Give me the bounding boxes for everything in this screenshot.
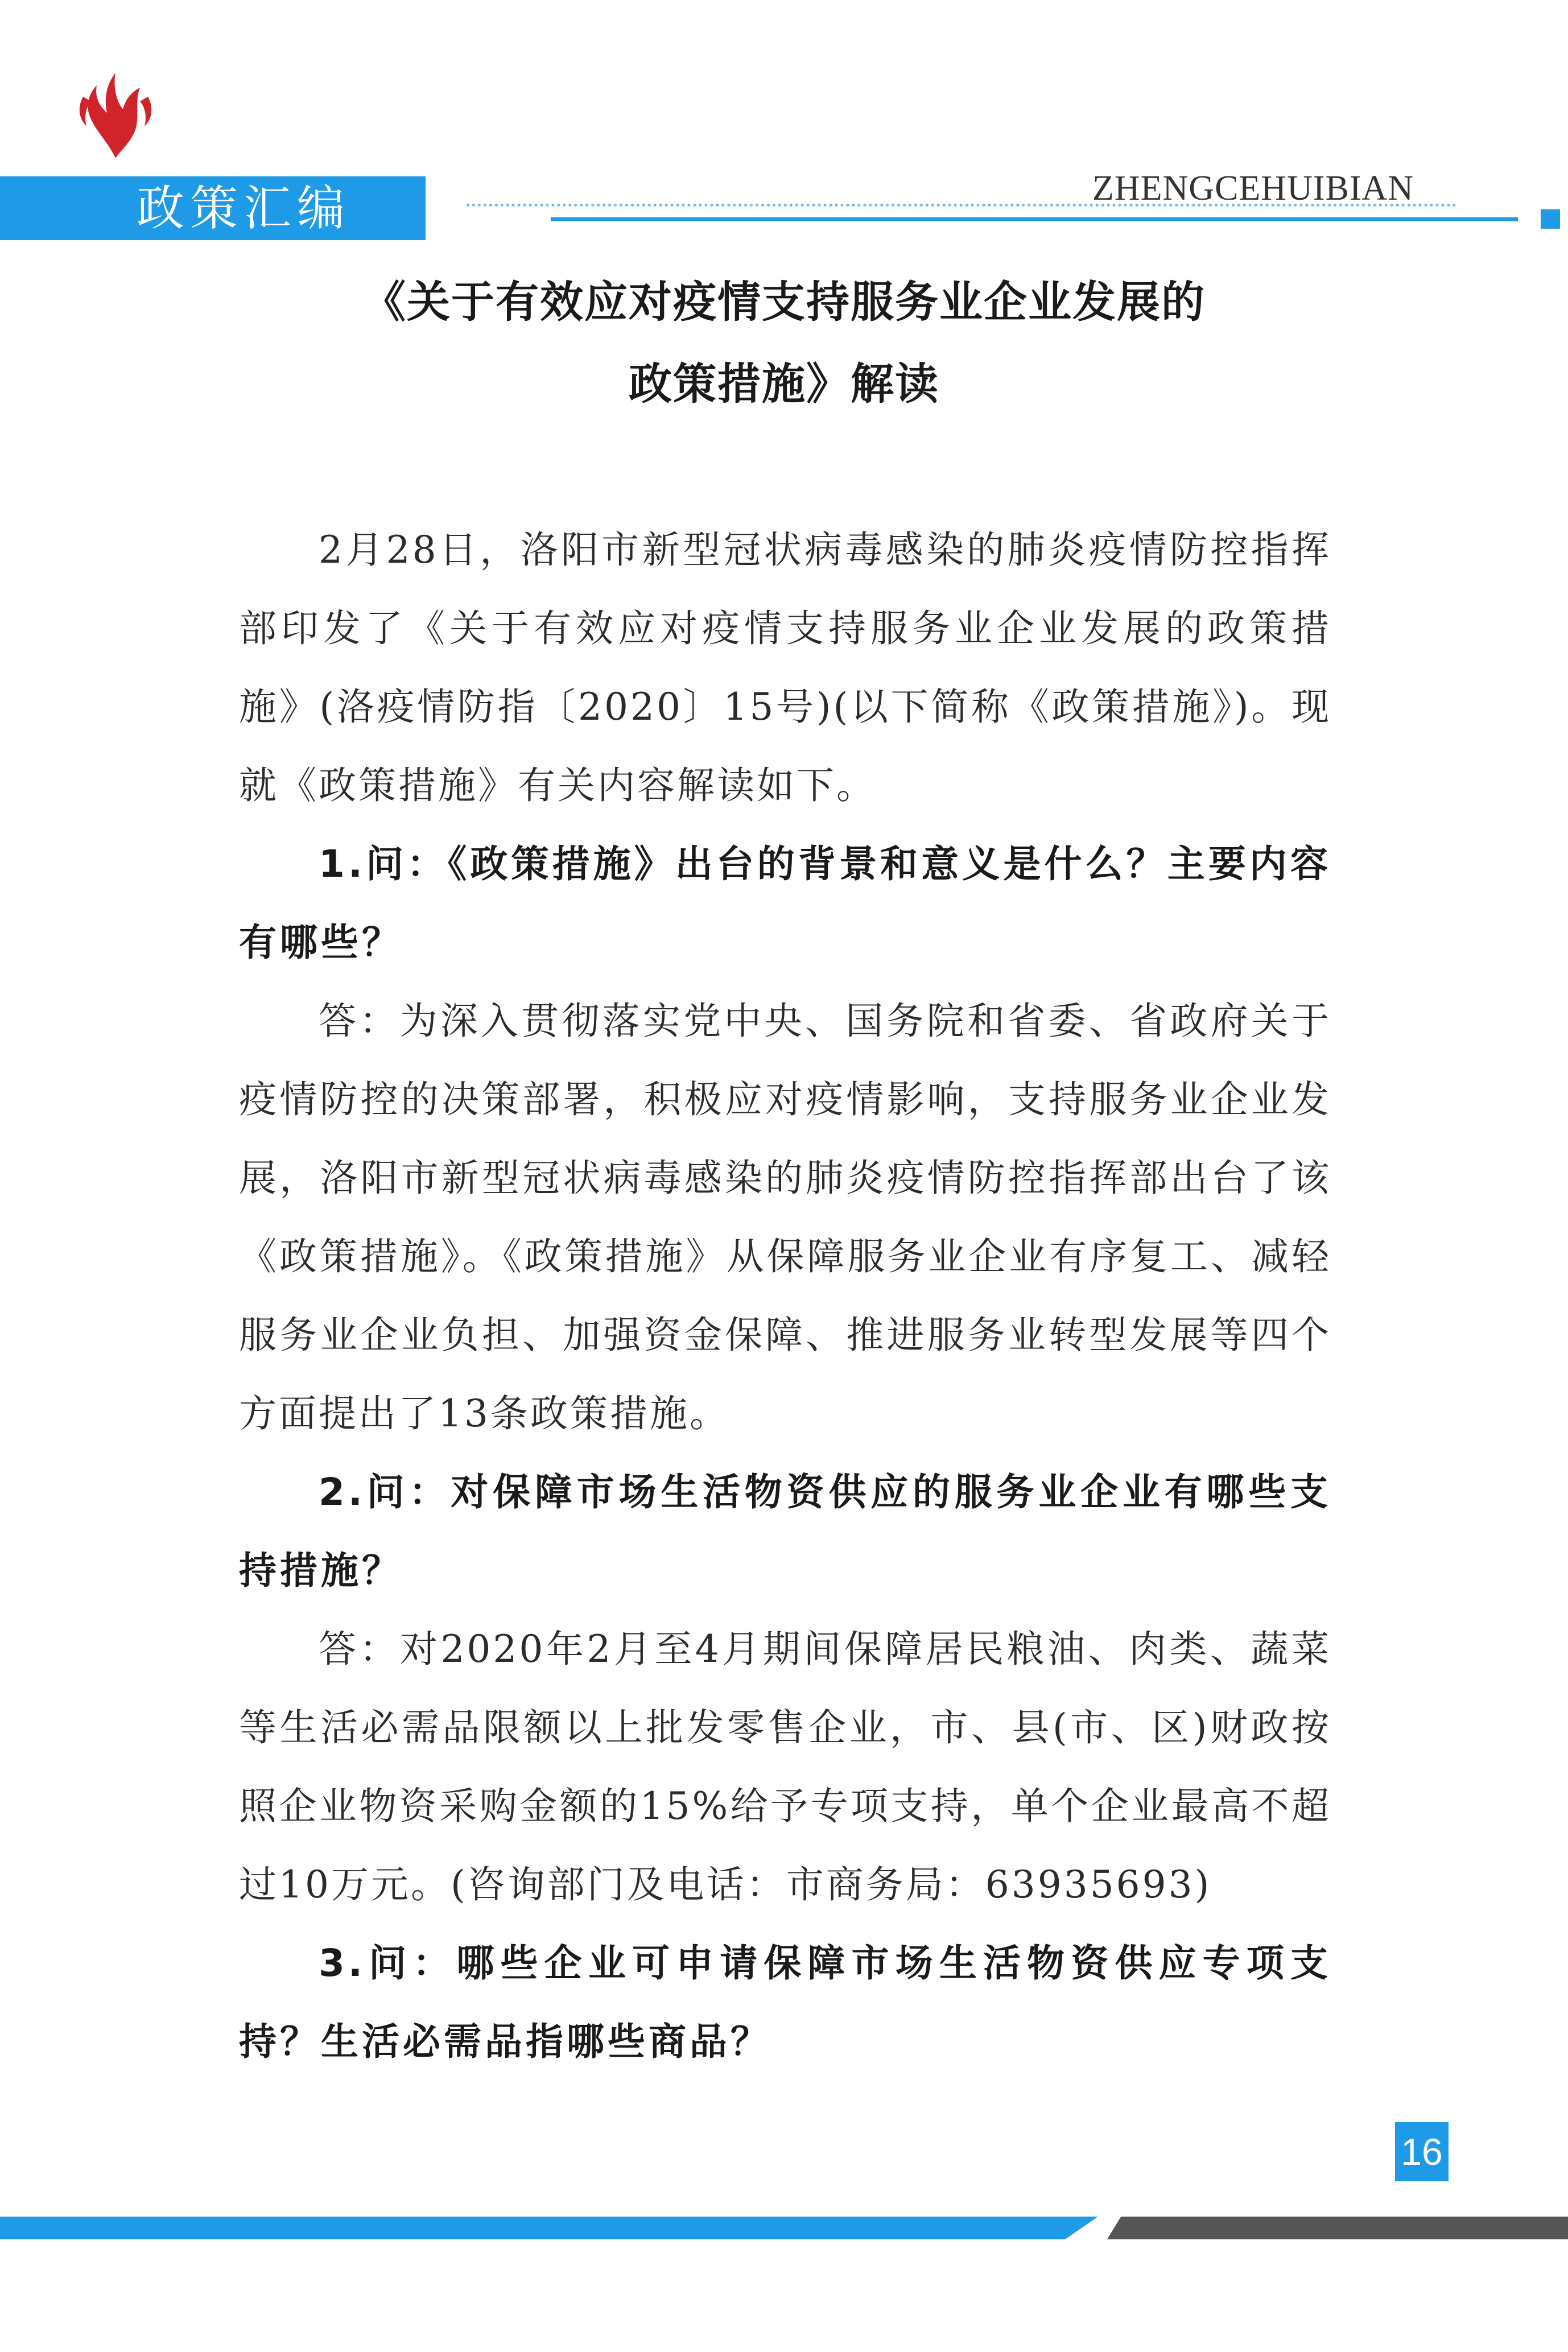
document-title-line-2: 政策措施》解读 [629, 358, 939, 409]
header-square-marker [1541, 209, 1560, 229]
intro-paragraph: 2月28日，洛阳市新型冠状病毒感染的肺炎疫情防控指挥部印发了《关于有效应对疫情支持服务业企业发展的政策措施》(洛疫情防指〔2020〕15号)(以下简称《政策措施》)。现就《政策措施》有关内容解读如下。 [239, 528, 1331, 807]
section-title-cn: 政策汇编 [137, 180, 351, 236]
question-1: 1.问：《政策措施》出台的背景和意义是什么？主要内容有哪些？ [239, 842, 1331, 964]
document-title-line-1: 《关于有效应对疫情支持服务业企业发展的 [362, 277, 1206, 327]
question-3: 3.问：哪些企业可申请保障市场生活物资供应专项支持？生活必需品指哪些商品？ [239, 1941, 1331, 2064]
flame-logo-icon [73, 63, 158, 159]
footer-bar-blue [0, 2217, 1098, 2239]
answer-2: 答：对2020年2月至4月期间保障居民粮油、肉类、蔬菜等生活必需品限额以上批发零售企业，市、县(市、区)财政按照企业物资采购金额的15%给予专项支持，单个企业最高不超过10万元。(咨询部门及电话：市商务局：63935693) [239, 1627, 1331, 1907]
footer-bar-gray [1107, 2217, 1568, 2239]
header-underline [551, 217, 1518, 221]
page-number: 16 [1395, 2122, 1449, 2181]
section-title-en: ZHENGCEHUIBIAN [1092, 169, 1414, 208]
question-2: 2.问：对保障市场生活物资供应的服务业企业有哪些支持措施？ [239, 1470, 1331, 1592]
answer-1: 答：为深入贯彻落实党中央、国务院和省委、省政府关于疫情防控的决策部署，积极应对疫情影响，支持服务业企业发展，洛阳市新型冠状病毒感染的肺炎疫情防控指挥部出台了该《政策措施》。《政策措施》从保障服务业企业有序复工、减轻服务业企业负担、加强资金保障、推进服务业转型发展等四个方面提出了13条政策措施。 [239, 999, 1331, 1435]
